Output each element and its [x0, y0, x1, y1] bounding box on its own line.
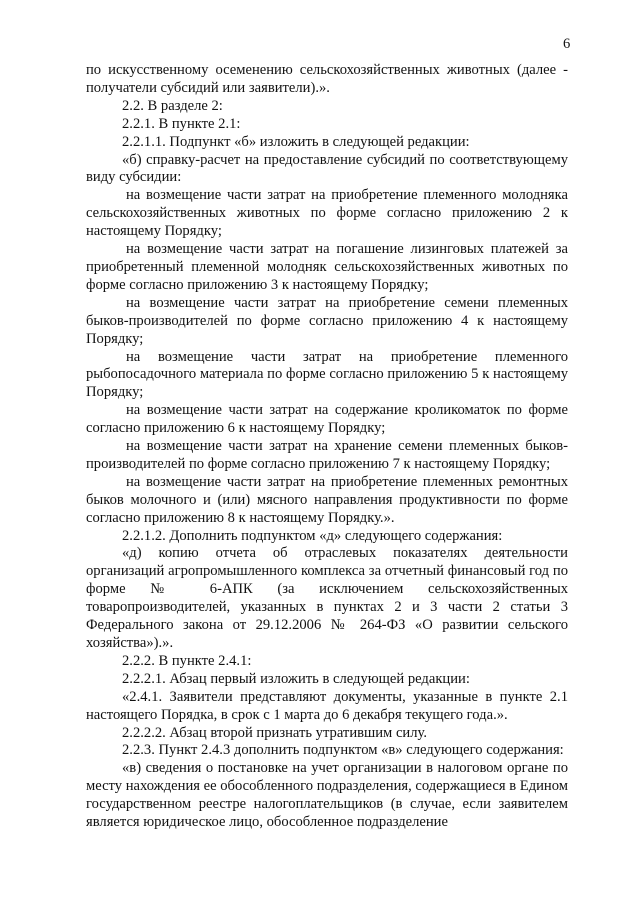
paragraph: 2.2.2. В пункте 2.4.1:: [122, 652, 252, 669]
paragraph: на возмещение части затрат на погашение лизинговых платежей за приобретенный племенной молодняк сельскохозяйственных животных по форме согласно приложению 3 к настоящему Порядку;: [86, 241, 568, 293]
paragraph: «д) копию отчета об отраслевых показателях деятельности организаций агропромышленного комплекса за отчетный финансовый год по форме № 6-АПК (за исключением сельскохозяйственных товаропроизводителей, указанных в пунктах 2 и 3 части 2 статьи 3 Федерального закона от 29.12.2006 № 264-ФЗ «О развитии сельского хозяйства»).».: [86, 545, 568, 651]
paragraph: «б) справку-расчет на предоставление субсидий по соответствующему виду субсидии:: [86, 151, 568, 186]
paragraph: 2.2.1.1. Подпункт «б» изложить в следующей редакции:: [122, 133, 470, 150]
paragraph: «в) сведения о постановке на учет организации в налоговом органе по месту нахождения ее обособленного подразделения, содержащиеся в Едином государственном реестре налогоплательщиков (в случае, если заявителем является юридическое лицо, обособленное подразделение: [86, 760, 568, 831]
paragraph: 2.2.2.2. Абзац второй признать утратившим силу.: [122, 724, 427, 741]
paragraph: 2.2.1. В пункте 2.1:: [122, 115, 241, 132]
paragraph: на возмещение части затрат на приобретение племенных ремонтных быков молочного и (или) мясного направления продуктивности по форме согласно приложению 8 к настоящему Порядку.».: [86, 473, 568, 526]
paragraph: 2.2.1.2. Дополнить подпунктом «д» следующего содержания:: [122, 527, 503, 544]
paragraph: по искусственному осеменению сельскохозяйственных животных (далее - получатели субсидий или заявители).».: [86, 62, 568, 96]
paragraph: на возмещение части затрат на приобретение племенного молодняка сельскохозяйственных животных по форме согласно приложению 2 к настоящему Порядку;: [86, 187, 568, 240]
document-body: [86, 62, 568, 832]
page-number: 6: [563, 36, 571, 52]
paragraph: на возмещение части затрат на приобретение племенного рыбопосадочного материала по форме согласно приложению 5 к настоящему Порядку;: [86, 348, 568, 401]
paragraph: 2.2.2.1. Абзац первый изложить в следующей редакции:: [122, 670, 470, 687]
paragraph: 2.2.3. Пункт 2.4.3 дополнить подпунктом «в» следующего содержания:: [122, 742, 564, 759]
paragraph: на возмещение части затрат на содержание кроликоматок по форме согласно приложению 6 к настоящему Порядку;: [86, 402, 568, 437]
paragraph: «2.4.1. Заявители представляют документы, указанные в пункте 2.1 настоящего Порядка, в срок с 1 марта до 6 декабря текущего года.».: [86, 688, 568, 723]
paragraph: на возмещение части затрат на приобретение семени племенных быков-производителей по форме согласно приложению 4 к настоящему Порядку;: [86, 294, 568, 347]
paragraph: на возмещение части затрат на хранение семени племенных быков-производителей по форме согласно приложению 7 к настоящему Порядку;: [86, 438, 568, 472]
paragraph: 2.2. В разделе 2:: [122, 97, 223, 114]
